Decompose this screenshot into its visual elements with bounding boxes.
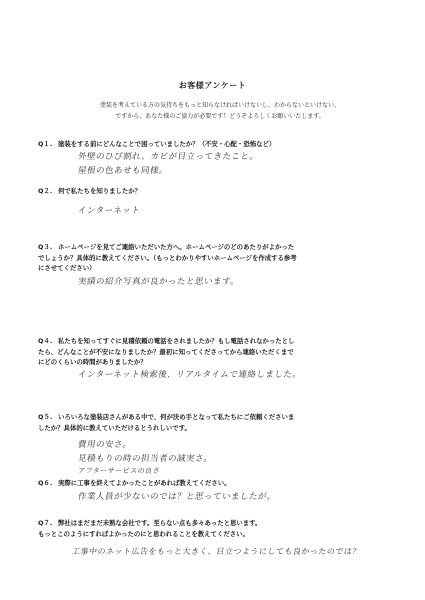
question-text: 実際に工事を終えてよかったことがあれば教えてください。	[58, 479, 231, 487]
page-title: お客様アンケート	[178, 81, 247, 90]
question-1	[38, 139, 388, 150]
answer-5-line-1: 費用の安さ。	[77, 440, 133, 450]
intro-line-1: 塗装を考えている方の気持ちをもっと知らなければいけないし、わからないといけない。	[99, 102, 340, 109]
question-text: 何で私たちを知りましたか？	[58, 187, 142, 195]
question-4	[38, 336, 388, 368]
question-number: Q４.	[38, 337, 53, 345]
answer-3-line-1: 実績の紹介写真が良かったと思います。	[77, 277, 240, 287]
question-3	[38, 242, 388, 274]
answer-2-line-1: インターネット	[77, 206, 141, 216]
question-2	[38, 186, 388, 197]
answer-5-line-3: アフターサービスの良さ	[77, 467, 161, 475]
question-6	[38, 478, 388, 489]
question-text-line-2: したか？具体的に教えていただけるとうれしいです。	[38, 423, 191, 432]
question-text-line-3: にさせてください）	[38, 264, 96, 272]
question-text-line-2: たら、どんなことが不安になりましたか？最初に知ってくださってから連絡いただくまで	[38, 347, 294, 356]
answer-1-line-2: 屋根の色あせも同様。	[77, 166, 169, 176]
question-text: 塗装をする前にどんなことで困っていましたか？（不安・心配・恐怖など）	[58, 140, 276, 148]
question-text-line-2: もっとこのようにすればよかったのにと思われることを教えてください。	[38, 529, 249, 538]
answer-1-line-1: 外壁のひび割れ、カビが目立ってきたこと。	[77, 152, 260, 162]
question-number: Q２.	[38, 187, 53, 195]
question-text: 私たちを知ってすぐに見積依頼の電話をされましたか？もし電話されなかったとし	[58, 337, 295, 345]
question-text: ホームページを見てご連絡いただいた方へ。ホームページのどのあたりがよかった	[58, 243, 295, 251]
question-text-line-3: にどのくらいの時間がありましたか？	[38, 358, 147, 366]
intro-text	[60, 100, 380, 122]
answer-5-line-2: 見積もりの時の担当者の誠実さ。	[77, 454, 214, 464]
question-number: Q１.	[38, 140, 53, 148]
question-number: Q３.	[38, 243, 53, 251]
intro-line-2: ですから、あなた様のご協力が必要です！どうぞよろしくお願いいたします。	[115, 113, 325, 120]
question-5	[38, 412, 388, 433]
answer-6-line-1: 作業人員が少ないのでは？と思っていましたが。	[77, 492, 277, 502]
question-number: Q５.	[38, 413, 53, 421]
question-number: Q６.	[38, 479, 53, 487]
question-7	[38, 518, 388, 539]
question-number: Q７.	[38, 519, 53, 527]
answer-4-line-1: インターネット検索後、リアルタイムで連絡しました。	[77, 370, 302, 380]
answer-7-line-1: 工事中のネット広告をもっと大きく、目立つようにしても良かったのでは？	[71, 547, 362, 556]
question-text: いろいろな塗装店さんがある中で、何が決め手となって私たちにご依頼くださいま	[58, 413, 295, 421]
question-text: 弊社はまだまだ未熟な会社です。至らない点も多々あったと思います。	[58, 519, 262, 527]
question-text-line-2: でしょうか？具体的に教えてください。（もっとわかりやすいホームページを作成する参考	[38, 253, 297, 262]
